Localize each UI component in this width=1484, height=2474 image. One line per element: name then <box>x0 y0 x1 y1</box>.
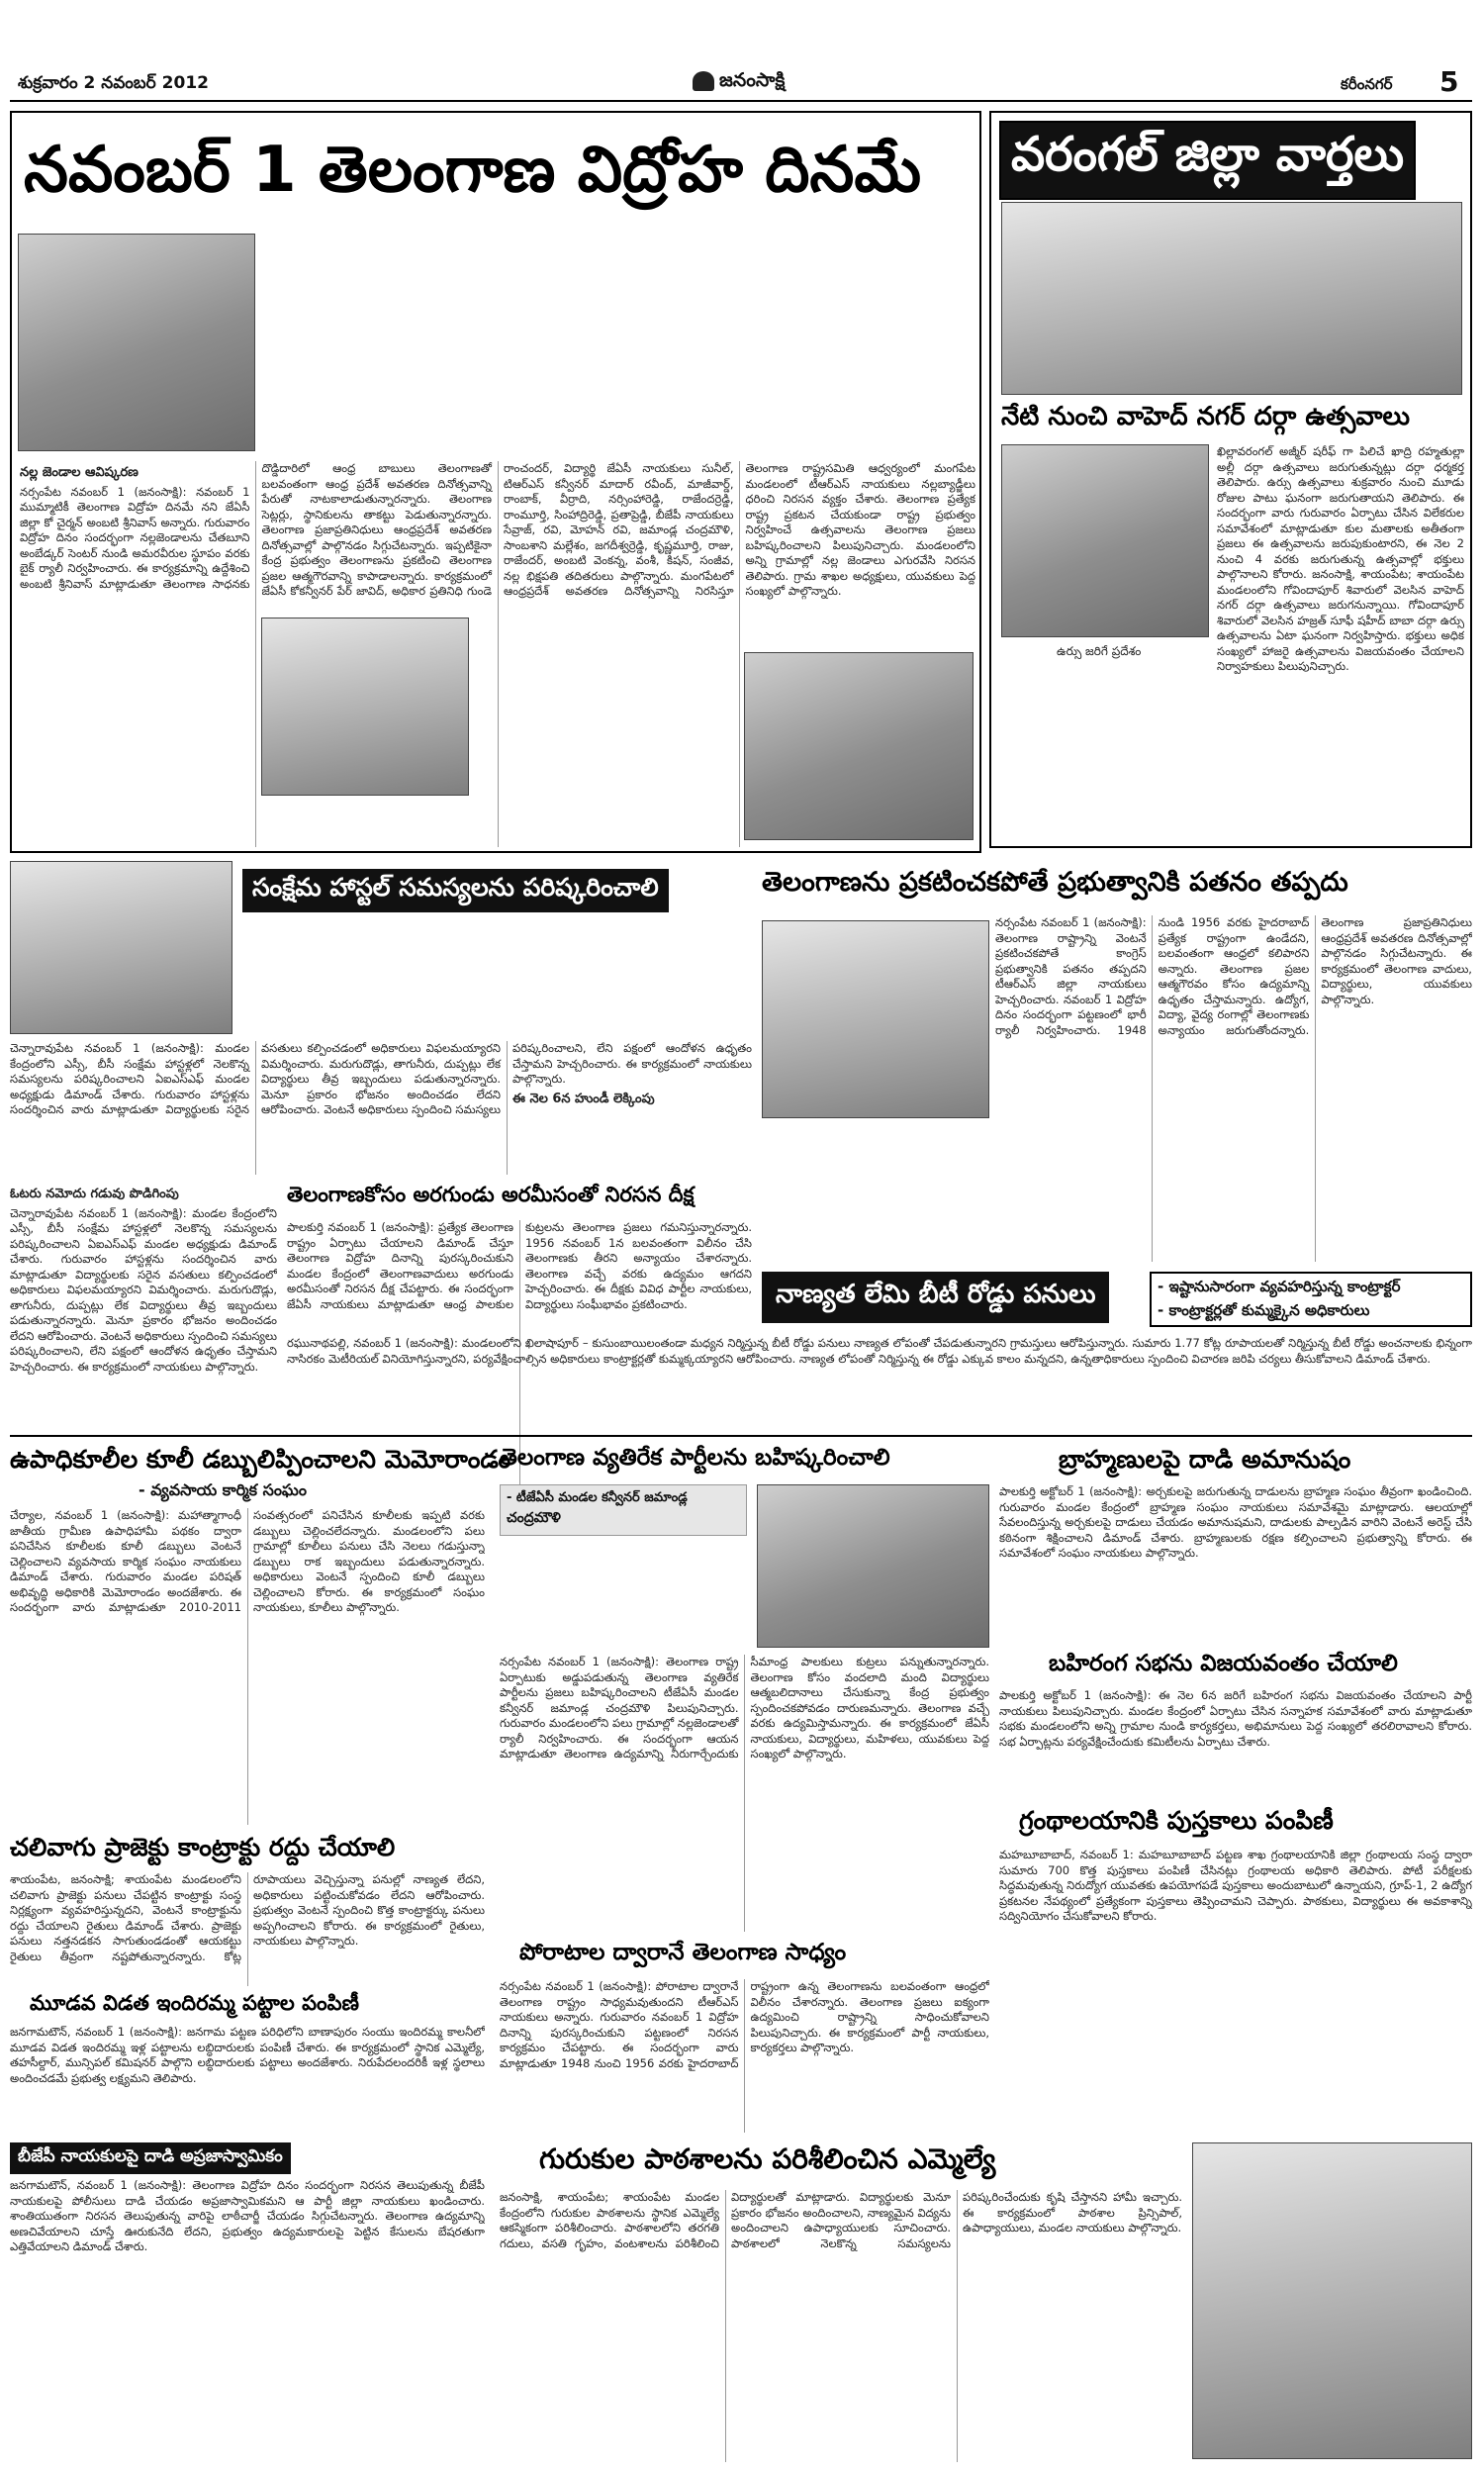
warangal-body: ఖిల్లావరంగల్ అజ్మీర్ షరీఫ్ గా పిలిచే ఖాద్రి రహ్మతుల్లా అల్లీ దర్గా ఉత్సవాలు జరుగుతున్నట్లు దర్గా ధర్మకర్త తెలిపారు. ఉర్సు ఉత్సవాలు శుక్రవారం నుంచి మూడు రోజుల పాటు ఘనంగా జరుగుతాయని తెలిపారు. ఈ సందర్భంగా వారు గురువారం ఏర్పాటు చేసిన విలేకరుల సమావేశంలో మాట్లాడుతూ కుల మతాలకు అతీతంగా ప్రజలు ఈ ఉత్సవాలను జరుపుకుంటారని, ఈ నెల 2 నుంచి 4 వరకు జరుగుతున్న ఉత్సవాల్లో భక్తులు పాల్గొనాలని కోరారు. జనంసాక్షి, శాయంపేట; శాయంపేట మండలంలోని గోవిందాపూర్ శివారులో వెలసిన వాహెద్ నగర్ దర్గా ఉత్సవాలు జరుగనున్నాయి. గోవిందాపూర్ శివారులో వెలసిన హజ్రత్ సూఫీ షహీద్ బాబా దర్గా ఉర్సు ఉత్సవాలను ఏటా ఘనంగా నిర్వహిస్తారు. భక్తులు అధిక సంఖ్యలో హాజరై ఉత్సవాలను విజయవంతం చేయాలని నిర్వాహకులు పిలుపునిచ్చారు. <box>1217 444 1464 673</box>
brahmin-story <box>999 1445 1472 1801</box>
hostel-side-text: చెన్నారావుపేట నవంబర్ 1 (జనంసాక్షి): మండల కేంద్రంలోని ఎస్సీ, బీసీ సంక్షేమ హాస్టళ్లలో నెలకొన్న సమస్యలను పరిష్కరించాలని ఏఐఎస్ఎఫ్ మండల అధ్యక్షుడు డిమాండ్ చేశారు. గురువారం హాస్టళ్లను సందర్శించిన వారు మాట్లాడుతూ విద్యార్థులకు సరైన వసతులు కల్పించడంలో అధికారులు విఫలమయ్యారని విమర్శించారు. మరుగుదొడ్లు, తాగునీరు, దుప్పట్లు లేక విద్యార్థులు తీవ్ర ఇబ్బందులు పడుతున్నారన్నారు. మెనూ ప్రకారం భోజనం అందించడం లేదని ఆరోపించారు. వెంటనే అధికారులు స్పందించి సమస్యలు పరిష్కరించాలని, లేని పక్షంలో ఆందోళన ఉధృతం చేస్తామని హెచ్చరించారు. ఈ కార్యక్రమంలో నాయకులు పాల్గొన్నారు. <box>10 1205 277 1374</box>
lead-photo-rally <box>18 234 255 451</box>
paper-name: జనంసాక్షి <box>693 69 785 95</box>
fall-headline: తెలంగాణను ప్రకటించకపోతే ప్రభుత్వానికి పతనం తప్పదు <box>762 867 1348 898</box>
nrega-byline: - వ్యవసాయ కార్మిక సంఘం <box>139 1480 307 1499</box>
library-body: మహబూబాబాద్, నవంబర్ 1: మహబూబాబాద్ పట్టణ శాఖ గ్రంథాలయానికి జిల్లా గ్రంథాలయ సంస్థ ద్వారా సుమారు 700 కొత్త పుస్తకాలు పంపిణీ చేసినట్లు గ్రంథాలయ అధికారి తెలిపారు. పోటీ పరీక్షలకు సిద్ధమవుతున్న నిరుద్యోగ యువతకు ఉపయోగపడే పుస్తకాలు అందుబాటులో ఉన్నాయని, గ్రూప్-1, 2 ఉద్యోగ ప్రకటనల నేపథ్యంలో ప్రత్యేకంగా పుస్తకాలు తెప్పించామని చెప్పారు. పాఠకులు, విద్యార్థులు ఈ అవకాశాన్ని సద్వినియోగం చేసుకోవాలని కోరారు. <box>999 1848 1472 1923</box>
indiramma-headline: మూడవ విడత ఇందిరమ్మ పట్టాల పంపిణీ <box>30 1991 359 2015</box>
boycott-story <box>500 1445 989 1935</box>
masthead-date: శుక్రవారం 2 నవంబర్ 2012 <box>18 73 209 93</box>
warangal-photo-gateway <box>1001 202 1462 395</box>
hostel-text: చెన్నారావుపేట నవంబర్ 1 (జనంసాక్షి): మండల కేంద్రంలోని ఎస్సీ, బీసీ సంక్షేమ హాస్టళ్లలో నెలకొన్న సమస్యలను పరిష్కరించాలని ఏఐఎస్ఎఫ్ మండల అధ్యక్షుడు డిమాండ్ చేశారు. గురువారం హాస్టళ్లను సందర్శించిన వారు మాట్లాడుతూ విద్యార్థులకు సరైన వసతులు కల్పించడంలో అధికారులు విఫలమయ్యారని విమర్శించారు. మరుగుదొడ్లు, తాగునీరు, దుప్పట్లు లేక విద్యార్థులు తీవ్ర ఇబ్బందులు పడుతున్నారన్నారు. మెనూ ప్రకారం భోజనం అందించడం లేదని ఆరోపించారు. వెంటనే అధికారులు స్పందించి సమస్యలు పరిష్కరించాలని, లేని పక్షంలో ఆందోళన ఉధృతం చేస్తామని హెచ్చరించారు. ఈ కార్యక్రమంలో నాయకులు పాల్గొన్నారు. <box>10 1041 752 1116</box>
lead-subhead-1: నల్ల జెండాల ఆవిష్కరణ <box>20 465 139 480</box>
road-headline: నాణ్యత లేమి బీటీ రోడ్డు పనులు <box>762 1272 1109 1323</box>
hostel-subhead-1: ఈ నెల 6న హుండీ లెక్కింపు <box>512 1091 655 1106</box>
lead-body <box>20 461 975 847</box>
fall-body: నర్సంపేట నవంబర్ 1 (జనంసాక్షి): తెలంగాణ రాష్ట్రాన్ని వెంటనే ప్రకటించకపోతే కాంగ్రెస్ ప్రభుత్వానికి పతనం తప్పదని టీఆర్ఎస్ జిల్లా నాయకులు హెచ్చరించారు. నవంబర్ 1 విద్రోహ దినం సందర్భంగా పట్టణంలో భారీ ర్యాలీ నిర్వహించారు. 1948 నుండి 1956 వరకు హైదరాబాద్ ప్రత్యేక రాష్ట్రంగా ఉండేదని, బలవంతంగా ఆంధ్రలో కలిపారని అన్నారు. తెలంగాణ ప్రజల ఆత్మగౌరవం కోసం ఉద్యమాన్ని ఉధృతం చేస్తామన్నారు. ఉద్యోగ, విద్యా, వైద్య రంగాల్లో తెలంగాణకు అన్యాయం జరుగుతోందన్నారు. తెలంగాణ ప్రజాప్రతినిధులు ఆంధ్రప్రదేశ్ అవతరణ దినోత్సవాల్లో పాల్గొనడం సిగ్గుచేటన్నారు. ఈ కార్యక్రమంలో తెలంగాణ వాదులు, విద్యార్థులు, యువకులు పాల్గొన్నారు. <box>995 915 1472 1037</box>
page-number: 5 <box>1439 65 1459 98</box>
gurukul-body: జనంసాక్షి, శాయంపేట; శాయంపేట మండల కేంద్రంలోని గురుకుల పాఠశాలను స్థానిక ఎమ్మెల్యే ఆకస్మికంగా పరిశీలించారు. పాఠశాలలోని తరగతి గదులు, వసతి గృహం, వంటశాలను పరిశీలించి విద్యార్థులతో మాట్లాడారు. విద్యార్థులకు మెనూ ప్రకారం భోజనం అందించాలని, నాణ్యమైన విద్యను అందించాలని ఉపాధ్యాయులకు సూచించారు. పాఠశాలలో నెలకొన్న సమస్యలను పరిష్కరించేందుకు కృషి చేస్తానని హామీ ఇచ్చారు. ఈ కార్యక్రమంలో పాఠశాల ప్రిన్సిపాల్, ఉపాధ్యాయులు, మండల నాయకులు పాల్గొన్నారు. <box>500 2190 1182 2250</box>
warangal-photo-caption: ఉర్సు జరిగే ప్రదేశం <box>1051 642 1147 663</box>
bjp-attack-headline: బీజేపీ నాయకులపై దాడి అప్రజాస్వామికం <box>10 2142 291 2174</box>
warangal-section <box>989 111 1472 848</box>
bjp-attack-story <box>10 2142 485 2469</box>
hunger-headline: తెలంగాణకోసం అరగుండు అరమీసంతో నిరసన దీక్ష <box>287 1183 695 1206</box>
warangal-headline: నేటి నుంచి వాహెద్ నగర్ దర్గా ఉత్సవాలు <box>1001 402 1410 431</box>
boycott-photo <box>757 1484 989 1648</box>
road-body: రఘునాథపల్లి, నవంబర్ 1 (జనంసాక్షి): మండలంలోని ఖిలాషాపూర్ – కుసుంబాయిలంతండా మధ్యన నిర్మిస్తున్న బీటీ రోడ్డు పనులు నాణ్యత లోపంతో చేపడుతున్నారని గ్రామస్తులు ఆరోపిస్తున్నారు. సుమారు 1.77 కోట్ల రూపాయలతో నిర్మిస్తున్న బీటీ రోడ్డు అంచనాలకు భిన్నంగా నాసిరకం మెటీరియల్ వినియోగిస్తున్నారని, పర్యవేక్షించాల్సిన అధికారులు కాంట్రాక్టర్లతో కుమ్మక్కయ్యారని ఆరోపించారు. నాణ్యత లోపంతో నిర్మిస్తున్న ఈ రోడ్డు ఎక్కువ కాలం మన్నదని, ఉన్నతాధికారులు స్పందించి విచారణ జరిపి చర్యలు తీసుకోవాలని డిమాండ్ చేశారు. <box>287 1336 1472 1366</box>
struggle-body: నర్సంపేట నవంబర్ 1 (జనంసాక్షి): పోరాటాల ద్వారానే తెలంగాణ రాష్ట్రం సాధ్యమవుతుందని టీఆర్ఎస్ నాయకులు అన్నారు. గురువారం నవంబర్ 1 విద్రోహ దినాన్ని పురస్కరించుకుని పట్టణంలో నిరసన కార్యక్రమం చేపట్టారు. ఈ సందర్భంగా వారు మాట్లాడుతూ 1948 నుంచి 1956 వరకు హైదరాబాద్ రాష్ట్రంగా ఉన్న తెలంగాణను బలవంతంగా ఆంధ్రలో విలీనం చేశారన్నారు. తెలంగాణ ప్రజలు ఐక్యంగా ఉద్యమించి రాష్ట్రాన్ని సాధించుకోవాలని పిలుపునిచ్చారు. ఈ కార్యక్రమంలో పార్టీ నాయకులు, కార్యకర్తలు పాల్గొన్నారు. <box>500 1979 989 2070</box>
road-tag-1: - ఇష్టానుసారంగా వ్యవహరిస్తున్న కాంట్రాక్టర్ <box>1158 1278 1401 1295</box>
masthead-rule <box>10 100 1472 102</box>
boycott-byline-1: - టీజేఏసీ మండల కన్వీనర్ జమాండ్ల <box>507 1490 688 1505</box>
warangal-banner: వరంగల్ జిల్లా వార్తలు <box>999 121 1416 200</box>
indiramma-body: జనగామటౌన్, నవంబర్ 1 (జనంసాక్షి): జనగామ పట్టణ పరిధిలోని బాణాపురం సంయు ఇందిరమ్మ కాలనీలో మూడవ విడత ఇందిరమ్మ ఇళ్ల పట్టాలను లబ్ధిదారులకు పంపిణీ చేశారు. ఈ కార్యక్రమంలో స్థానిక ఎమ్మెల్యే, తహసీల్దార్, మున్సిపల్ కమిషనర్ పాల్గొని లబ్ధిదారులకు పట్టాలు అందజేశారు. నిరుపేదలందరికీ ఇళ్ల స్థలాలు అందించడమే ప్రభుత్వ లక్ష్యమని తెలిపారు. <box>10 2025 485 2085</box>
hostel-body <box>10 1041 752 1175</box>
boycott-body: నర్సంపేట నవంబర్ 1 (జనంసాక్షి): తెలంగాణ రాష్ట్ర ఏర్పాటుకు అడ్డుపడుతున్న తెలంగాణ వ్యతిరేక పార్టీలను ప్రజలు బహిష్కరించాలని టీజేఏసీ మండల కన్వీనర్ జమాండ్ల చంద్రమౌళి పిలుపునిచ్చారు. గురువారం మండలంలోని పలు గ్రామాల్లో నల్లజెండాలతో ర్యాలీ నిర్వహించారు. ఈ సందర్భంగా ఆయన మాట్లాడుతూ తెలంగాణ ఉద్యమాన్ని నీరుగార్చేందుకు సీమాంధ్ర పాలకులు కుట్రలు పన్నుతున్నారన్నారు. తెలంగాణ కోసం వందలాది మంది విద్యార్థులు ఆత్మబలిదానాలు చేసుకున్నా కేంద్ర ప్రభుత్వం స్పందించకపోవడం దారుణమన్నారు. తెలంగాణ వచ్చే వరకు ఉద్యమిస్తామన్నారు. ఈ కార్యక్రమంలో జేఏసీ నాయకులు, విద్యార్థులు, మహిళలు, యువకులు పెద్ద సంఖ్యలో పాల్గొన్నారు. <box>500 1655 989 1760</box>
library-headline: గ్రంథాలయానికి పుస్తకాలు పంపిణీ <box>1019 1806 1334 1835</box>
nrega-story <box>10 1445 511 1989</box>
road-tag-box <box>1150 1272 1472 1327</box>
bjp-attack-body: జనగామటౌన్, నవంబర్ 1 (జనంసాక్షి): తెలంగాణ విద్రోహ దినం సందర్భంగా నిరసన తెలుపుతున్న బీజేపీ నాయకులపై పోలీసులు దాడి చేయడం అప్రజాస్వామికమని ఆ పార్టీ జిల్లా నాయకులు ఖండించారు. శాంతియుతంగా నిరసన తెలుపుతున్న వారిపై లాఠీచార్జీ చేయడం సిగ్గుచేటన్నారు. తెలంగాణ ఉద్యమాన్ని అణచివేయాలని చూస్తే ఊరుకునేది లేదని, ప్రభుత్వం ఉద్యమకారులపై పెట్టిన కేసులను బేషరతుగా ఎత్తివేయాలని డిమాండ్ చేశారు. <box>10 2178 485 2253</box>
hostel-subhead-2: ఓటరు నమోదు గడువు పొడిగింపు <box>10 1187 179 1201</box>
public-meeting-headline: బహిరంగ సభను విజయవంతం చేయాలి <box>1049 1651 1398 1676</box>
section-rule-1 <box>10 1435 1472 1437</box>
hunger-body: పాలకుర్తి నవంబర్ 1 (జనంసాక్షి): ప్రత్యేక తెలంగాణ రాష్ట్రం ఏర్పాటు చేయాలని డిమాండ్ చేస్తూ తెలంగాణ విద్రోహ దినాన్ని పురస్కరించుకుని మండల కేంద్రంలో తెలంగాణవాదులు అరగుండు అరమీసంతో నిరసన దీక్ష చేపట్టారు. ఈ సందర్భంగా జేఏసీ నాయకులు మాట్లాడుతూ ఆంధ్ర పాలకుల కుట్రలను తెలంగాణ ప్రజలు గమనిస్తున్నారన్నారు. 1956 నవంబర్ 1న బలవంతంగా విలీనం చేసి తెలంగాణకు తీరని అన్యాయం చేశారన్నారు. తెలంగాణ వచ్చే వరకు ఉద్యమం ఆగదని హెచ్చరించారు. ఈ దీక్షకు వివిధ పార్టీల నాయకులు, విద్యార్థులు సంఘీభావం ప్రకటించారు. <box>287 1220 752 1311</box>
gurukul-headline: గురుకుల పాఠశాలను పరిశీలించిన ఎమ్మెల్యే <box>539 2142 996 2175</box>
lead-headline: నవంబర్ 1 తెలంగాణ విద్రోహ దినమే <box>24 134 922 207</box>
public-meeting-body: పాలకుర్తి అక్టోబర్ 1 (జనంసాక్షి): ఈ నెల 6న జరిగే బహిరంగ సభను విజయవంతం చేయాలని పార్టీ నాయకులు పిలుపునిచ్చారు. మండల కేంద్రంలో ఏర్పాటు చేసిన సన్నాహక సమావేశంలో వారు మాట్లాడుతూ సభకు మండలంలోని అన్ని గ్రామాల నుండి కార్యకర్తలు, అభిమానులు పెద్ద సంఖ్యలో తరలిరావాలని కోరారు. సభ ఏర్పాట్లను పర్యవేక్షించేందుకు కమిటీలను ఏర్పాటు చేశారు. <box>999 1688 1472 1749</box>
brahmin-headline: బ్రాహ్మణులపై దాడి అమానుషం <box>1059 1445 1351 1474</box>
hostel-headline: సంక్షేమ హాస్టల్ సమస్యలను పరిష్కరించాలి <box>242 869 669 912</box>
warangal-photo-dargah <box>1001 444 1209 637</box>
chaliwagu-body: శాయంపేట, జనంసాక్షి; శాయంపేట మండలంలోని చలివాగు ప్రాజెక్టు పనులు చేపట్టిన కాంట్రాక్టు సంస్థ నిర్లక్ష్యంగా వ్యవహరిస్తున్నదని, వెంటనే కాంట్రాక్టును రద్దు చేయాలని రైతులు డిమాండ్ చేశారు. ప్రాజెక్టు పనులు నత్తనడకన సాగుతుండడంతో ఆయకట్టు రైతులు తీవ్రంగా నష్టపోతున్నారన్నారు. కోట్ల రూపాయలు వెచ్చిస్తున్నా పనుల్లో నాణ్యత లేదని, అధికారులు పట్టించుకోవడం లేదని ఆరోపించారు. ప్రభుత్వం వెంటనే స్పందించి కొత్త కాంట్రాక్టర్కు పనులు అప్పగించాలని కోరారు. ఈ కార్యక్రమంలో రైతులు, నాయకులు పాల్గొన్నారు. <box>10 1872 485 1963</box>
lead-story <box>10 111 981 853</box>
hostel-photo <box>10 861 232 1034</box>
nrega-body: చేర్యాల, నవంబర్ 1 (జనంసాక్షి): మహాత్మాగాంధీ జాతీయ గ్రామీణ ఉపాధిహామీ పథకం ద్వారా పనిచేసిన కూలీలకు కూలీ డబ్బులు వెంటనే చెల్లించాలని వ్యవసాయ కార్మిక సంఘం నాయకులు డిమాండ్ చేశారు. గురువారం మండల పరిషత్ అభివృద్ధి అధికారికి మెమోరాండం అందజేశారు. ఈ సందర్భంగా వారు మాట్లాడుతూ 2010-2011 సంవత్సరంలో పనిచేసిన కూలీలకు ఇప్పటి వరకు డబ్బులు చెల్లించలేదన్నారు. మండలంలోని పలు గ్రామాల్లో కూలీలు పనులు చేసి నెలలు గడుస్తున్నా డబ్బులు రాక ఇబ్బందులు పడుతున్నారన్నారు. అధికారులు వెంటనే స్పందించి కూలీ డబ్బులు చెల్లించాలని కోరారు. ఈ కార్యక్రమంలో సంఘం నాయకులు, కూలీలు పాల్గొన్నారు. <box>10 1508 485 1614</box>
library-story <box>999 1806 1472 2133</box>
gurukul-photo <box>1192 2142 1472 2459</box>
boycott-byline-2: చంద్రమౌళి <box>507 1510 561 1526</box>
indiramma-story <box>10 1991 485 2140</box>
nrega-headline: ఉపాధికూలీల కూలీ డబ్బులిప్పించాలని మెమోరాండం <box>10 1445 511 1474</box>
fall-story <box>762 861 1472 1267</box>
struggle-story <box>500 1940 989 2138</box>
gurukul-story <box>500 2142 1472 2469</box>
masthead-edition: కరీంనగర్ <box>1341 75 1393 93</box>
brahmin-body: పాలకుర్తి అక్టోబర్ 1 (జనంసాక్షి): అర్చకులపై జరుగుతున్న దాడులను బ్రాహ్మణ సంఘం తీవ్రంగా ఖండించింది. గురువారం మండల కేంద్రంలో బ్రాహ్మణ సంఘం నాయకులు సమావేశమై మాట్లాడారు. ఆలయాల్లో సేవలందిస్తున్న అర్చకులపై దాడులు చేయడం అమానుషమని, దాడులకు పాల్పడిన వారిని వెంటనే అరెస్ట్ చేసి కఠినంగా శిక్షించాలని డిమాండ్ చేశారు. బ్రాహ్మణులకు రక్షణ కల్పించాలని ప్రభుత్వాన్ని కోరారు. ఈ సమావేశంలో సంఘం నాయకులు పాల్గొన్నారు. <box>999 1484 1472 1560</box>
masthead <box>10 6 1472 103</box>
chaliwagu-headline: చలివాగు ప్రాజెక్టు కాంట్రాక్టు రద్దు చేయాలి <box>10 1833 396 1861</box>
boycott-headline: తెలంగాణ వ్యతిరేక పార్టీలను బహిష్కరించాలి <box>500 1445 890 1471</box>
hostel-story <box>10 861 752 1178</box>
boycott-byline-box <box>500 1484 747 1536</box>
paper-logo-icon <box>693 71 714 91</box>
lead-text: నర్సంపేట నవంబర్ 1 (జనంసాక్షి): నవంబర్ 1 ముమ్మాటికీ తెలంగాణ విద్రోహ దినమే నని జేఏసీ జిల్లా కో చైర్మన్ అంబటి శ్రీనివాస్ అన్నారు. గురువారం విద్రోహ దినం సందర్భంగా నల్లజెండాలను చేతబూని అంబేడ్కర్ సెంటర్ నుండి అమరవీరుల స్థూపం వరకు బైక్ ర్యాలీ నిర్వహించారు. ఈ కార్యక్రమాన్ని ఉద్దేశించి అంబటి శ్రీనివాస్ మాట్లాడుతూ తెలంగాణ సాధనకు దొడ్డిదారిలో ఆంధ్ర బాబులు తెలంగాణతో బలవంతంగా ఆంధ్ర ప్రదేశ్ అవతరణ దినోత్సవాన్ని పేరుతో నాటకాలాడుతున్నారన్నారు. తెలంగాణ సెట్లర్లు, స్థానికులను తాకట్టు పెడుతున్నారన్నారు. తెలంగాణ ప్రజాప్రతినిధులు ఆంధ్రప్రదేశ్ అవతరణ దినోత్సవాల్లో పాల్గొనడం సిగ్గుచేటన్నారు. ఇప్పటికైనా కేంద్ర ప్రభుత్వం తెలంగాణను ప్రకటించి తెలంగాణ ప్రజల ఆత్మగౌరవాన్ని కాపాడాలన్నారు. కార్యక్రమంలో జేఏసీ కోకన్వీనర్ పేర్ జావిద్, అధికార ప్రతినిధి గుండె రాంచందర్, విద్యార్థి జేఏసీ నాయకులు సునీల్, టిఆర్ఎస్ కన్వీనర్ మాదార్ రవీంద్, మాజీవార్డ్, రాంబాక్, వీర్రాది, నర్సింహారెడ్డి, రాజేందర్రెడ్డి, రాంమూర్తి, సింహాద్రిరెడ్డి, ప్రతాప్రెడ్డి, బీజేపీ నాయకులు సేవ్రాజ్, రవి, మోహన్ రవి, జమాండ్ల చంద్రమౌళి, సాంబశాని మల్లేశం, జగదీశ్వర్రెడ్డి, కృష్ణమూర్తి, రాజు, రాజేందర్, అంబటి వెంకన్న, వంశీ, కిషన్, సంజీవ, నల్ల భిక్షపతి తదితరులు పాల్గొన్నారు. మంగపేటలో ఆంధ్రప్రదేశ్ అవతరణ దినోత్సవాన్ని నిరసిస్తూ తెలంగాణ రాష్ట్రసమితి ఆధ్వర్యంలో మంగపేట మండలంలో టీఆర్ఎస్ నాయకులు నల్లబ్యాడ్జీలు ధరించి నిరసన వ్యక్తం చేశారు. తెలంగాణ ప్రత్యేక రాష్ట్ర ప్రకటన చేయకుండా రాష్ట్ర ప్రభుత్వం నిర్వహించే ఉత్సవాలను తెలంగాణ ప్రజలు బహిష్కరించాలని పిలుపునిచ్చారు. మండలంలోని అన్ని గ్రామాల్లో నల్ల జెండాలు ఎగురవేసి నిరసన తెలిపారు. గ్రామ శాఖల అధ్యక్షులు, యువకులు పెద్ద సంఖ్యలో పాల్గొన్నారు. <box>20 461 975 598</box>
struggle-headline: పోరాటాల ద్వారానే తెలంగాణ సాధ్యం <box>519 1940 847 1965</box>
road-tag-2: - కాంట్రాక్టర్లతో కుమ్మక్కైన అధికారులు <box>1158 1301 1370 1319</box>
